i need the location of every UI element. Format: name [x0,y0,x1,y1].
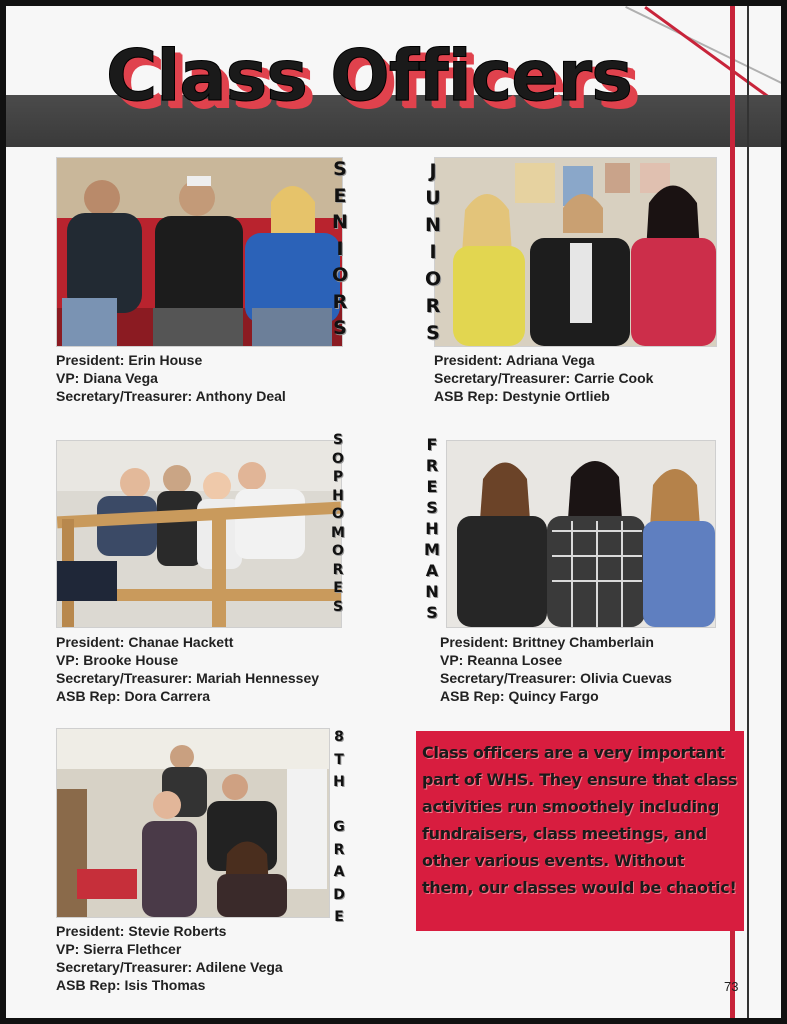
page-title: Class Officers [106,35,632,117]
decorative-dark-line [747,6,749,1018]
officer-line: VP: Diana Vega [56,370,158,386]
photo-sophomores [56,440,342,628]
officer-line: President: Erin House [56,352,203,368]
photo-seniors [56,157,343,347]
officer-line: Secretary/Treasurer: Olivia Cuevas [440,670,672,686]
officer-line: Secretary/Treasurer: Anthony Deal [56,388,286,404]
officer-line: President: Brittney Chamberlain [440,634,654,650]
officer-line: Secretary/Treasurer: Mariah Hennessey [56,670,320,686]
officer-line: ASB Rep: Destynie Ortlieb [434,388,610,404]
officers-sophomores [56,633,319,705]
photo-freshmans [446,440,716,628]
officer-line: Secretary/Treasurer: Adilene Vega [56,959,283,975]
officer-line: VP: Reanna Losee [440,652,563,668]
officer-line: ASB Rep: Dora Carrera [56,688,211,704]
officer-line: President: Stevie Roberts [56,923,227,939]
photo-8th-grade [56,728,330,918]
officer-line: President: Adriana Vega [434,352,595,368]
section-label-8th-grade: 8 T H G R A D E [333,729,345,925]
officers-juniors [434,351,653,405]
officer-line: Secretary/Treasurer: Carrie Cook [434,370,654,386]
page-number: 73 [724,979,739,994]
officer-line: ASB Rep: Quincy Fargo [440,688,599,704]
callout-box: Class officers are a very important part of WHS. They ensure that class activities run smoothely including fundraisers, class meetings, and other various events. Without them, our classes would be chaotic! [416,731,744,931]
officer-line: ASB Rep: Isis Thomas [56,977,206,993]
section-label-seniors: S E N I O R S [332,158,349,339]
officers-8th-grade [56,922,283,994]
officer-line: VP: Brooke House [56,652,179,668]
officers-seniors [56,351,286,405]
officer-line: President: Chanae Hackett [56,634,234,650]
photo-juniors [434,157,717,347]
section-label-juniors: J U N I O R S [425,160,442,344]
section-label-sophomores: S O P H O M O R E S [331,432,345,615]
officers-freshmans [440,633,672,705]
section-label-freshmans: F R E S H M A N S [424,435,440,622]
yearbook-page [6,6,781,1018]
officer-line: VP: Sierra Flethcer [56,941,182,957]
